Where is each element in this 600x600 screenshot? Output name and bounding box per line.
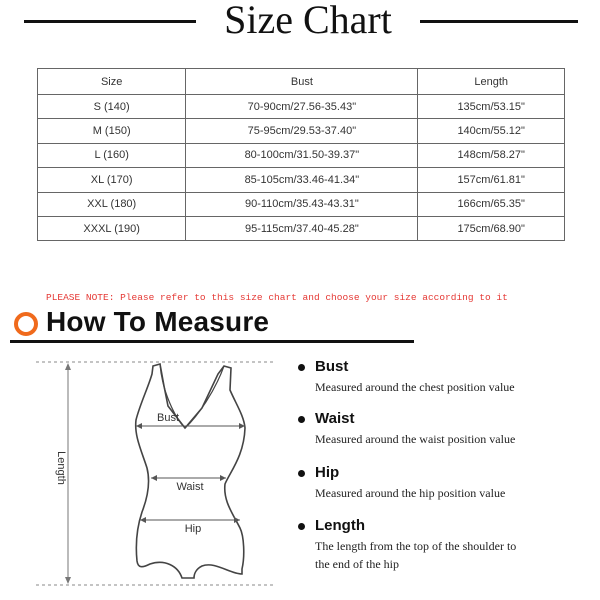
please-note-text: PLEASE NOTE: Please refer to this size chart and choose your size according to it — [46, 292, 508, 303]
cell-bust: 90-110cm/35.43-43.31" — [186, 192, 418, 216]
column-header-length: Length — [418, 69, 565, 95]
length-arrow-head-bottom — [65, 577, 71, 584]
bullet-dot-icon — [298, 416, 305, 423]
bust-label: Bust — [156, 412, 180, 424]
legend-heading: Bust — [315, 358, 349, 375]
column-header-size: Size — [38, 69, 186, 95]
column-header-bust: Bust — [186, 69, 418, 95]
cell-size: XXXL (190) — [38, 216, 186, 240]
cell-bust: 70-90cm/27.56-35.43" — [186, 95, 418, 119]
cell-length: 135cm/53.15" — [418, 95, 565, 119]
cell-size: L (160) — [38, 143, 186, 167]
table-row — [38, 95, 565, 119]
waist-arrow-head-left — [151, 475, 157, 481]
cell-length: 140cm/55.12" — [418, 119, 565, 143]
title-row — [0, 0, 600, 50]
how-to-measure-underline — [10, 340, 414, 343]
table-row — [38, 192, 565, 216]
legend-description: Measured around the chest position value — [315, 380, 515, 394]
legend-heading: Waist — [315, 410, 355, 427]
circle-bullet-icon — [14, 312, 38, 336]
cell-length: 175cm/68.90" — [418, 216, 565, 240]
cell-bust: 95-115cm/37.40-45.28" — [186, 216, 418, 240]
bullet-dot-icon — [298, 470, 305, 477]
bodysuit-diagram — [30, 356, 280, 592]
cell-length: 166cm/65.35" — [418, 192, 565, 216]
table-row — [38, 143, 565, 167]
bullet-dot-icon — [298, 364, 305, 371]
cell-size: S (140) — [38, 95, 186, 119]
length-label: Length — [55, 451, 67, 485]
title-rule-left — [24, 20, 196, 23]
bodysuit-outline — [136, 364, 245, 578]
waist-label: Waist — [176, 481, 204, 493]
page-title: Size Chart — [224, 0, 392, 42]
cell-size: M (150) — [38, 119, 186, 143]
legend-description: Measured around the hip position value — [315, 486, 506, 500]
legend-heading: Length — [315, 517, 365, 534]
cell-length: 157cm/61.81" — [418, 168, 565, 192]
bust-arrow-head-left — [136, 423, 142, 429]
legend-description: The length from the top of the shoulder to — [315, 539, 517, 553]
table-row — [38, 216, 565, 240]
legend-description: Measured around the waist position value — [315, 432, 516, 446]
table-header-row — [38, 69, 565, 95]
legend-heading: Hip — [315, 464, 340, 481]
size-table — [37, 68, 565, 241]
cell-size: XXL (180) — [38, 192, 186, 216]
how-to-measure-header — [14, 304, 434, 342]
cell-length: 148cm/58.27" — [418, 143, 565, 167]
how-to-measure-title: How To Measure — [46, 306, 270, 337]
length-arrow-head-top — [65, 363, 71, 370]
table-row — [38, 168, 565, 192]
hip-label: Hip — [184, 523, 202, 535]
cell-size: XL (170) — [38, 168, 186, 192]
table-row — [38, 119, 565, 143]
bullet-dot-icon — [298, 523, 305, 530]
cell-bust: 75-95cm/29.53-37.40" — [186, 119, 418, 143]
waist-arrow-head-right — [220, 475, 226, 481]
legend-description-line-2: the end of the hip — [315, 557, 399, 571]
cell-bust: 85-105cm/33.46-41.34" — [186, 168, 418, 192]
cell-bust: 80-100cm/31.50-39.37" — [186, 143, 418, 167]
title-rule-right — [420, 20, 578, 23]
